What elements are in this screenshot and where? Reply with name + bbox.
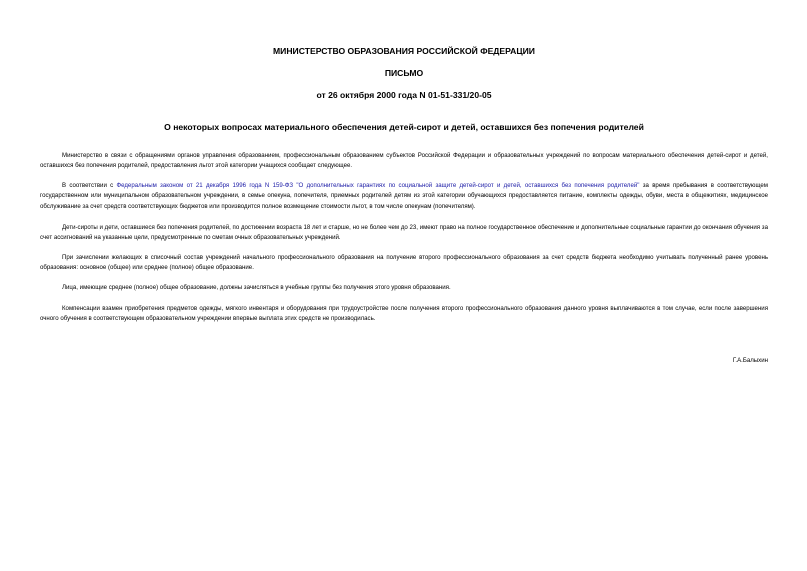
paragraph-federal-law-rest: за время пребывания в соответствующем государственном или муниципальном образовательном учреждении, в семье опекуна, попечителя, приемных родителей детям из этой категории обучающихся предоставляется питание, комплекты одежды, обуви, места в общежитиях, медицинское обслуживание за счет средств соответствующих бюджетов или производится полное возмещение стоимости льгот, в том числе опекунам (попечителям). <box>40 182 768 210</box>
letter-content <box>40 0 768 571</box>
paragraph-federal-law-lead: В соответствии с <box>62 182 117 189</box>
ministry-heading: МИНИСТЕРСТВО ОБРАЗОВАНИЯ РОССИЙСКОЙ ФЕДЕРАЦИИ <box>273 46 535 56</box>
document-type-heading: ПИСЬМО <box>384 68 424 78</box>
federal-law-link[interactable]: Федеральным законом от 21 декабря 1996 года N 159-ФЗ "О дополнительных гарантиях по социальной защите детей-сирот и детей, оставшихся без попечения родителей" <box>116 182 640 189</box>
paragraph-federal-law <box>40 181 768 212</box>
paragraph-orphans-rights: Дети-сироты и дети, оставшиеся без попечения родителей, по достижении возраста 18 лет и старше, но не более чем до 23, имеют право на полное государственное обеспечение и дополнительные социальные гарантии до окончания обучения за счет ассигнований на указанные цели, предусмотренные по сметам очных образовательных учреждений. <box>40 224 768 242</box>
subject-heading: О некоторых вопросах материального обеспечения детей-сирот и детей, оставшихся без попечения родителей <box>164 122 644 132</box>
paragraph-compensation: Компенсации взамен приобретения предметов одежды, мягкого инвентаря и оборудования при трудоустройстве после получения второго профессионального образования данного уровня выплачиваются в том случае, если после завершения очного обучения в соответствующем образовательном учреждении впервые выплата этих средств не производилась. <box>40 305 768 323</box>
paragraph-enrollment: При зачислении желающих в списочный состав учреждений начального профессионального образования на получение второго профессионального образования за счет средств бюджета необходимо учитывать полученный ранее уровень образования: основное (общее) или среднее (полное) общее образование. <box>40 254 768 272</box>
paragraph-intro: Министерство в связи с обращениями органов управления образованием, профессиональным образованием субъектов Российской Федерации и образовательных учреждений по вопросам материального обеспечения детей-сирот и детей, оставшихся без попечения родителей, предоставления льгот этой категории учащихся сообщает следующее. <box>40 152 768 170</box>
date-number-heading: от 26 октября 2000 года N 01-51-331/20-05 <box>316 90 492 100</box>
signature: Г.А.Балыхин <box>732 357 768 364</box>
paragraph-secondary-education: Лица, имеющие среднее (полное) общее образование, должны зачисляться в учебные группы без получения этого уровня образования. <box>62 284 451 291</box>
